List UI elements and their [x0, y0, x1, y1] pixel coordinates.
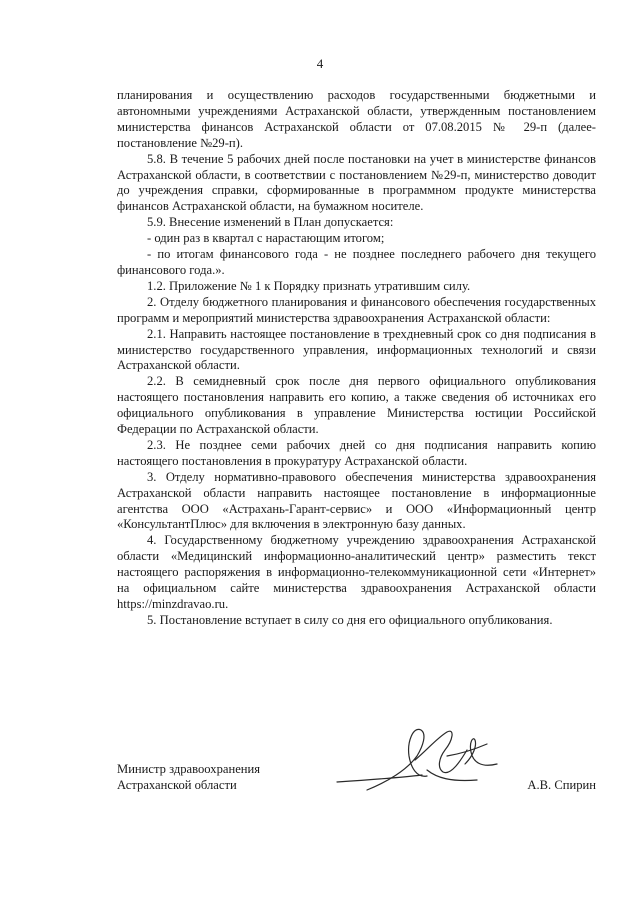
page-number: 4 [316, 56, 324, 71]
list-item-yearly: - по итогам финансового года - не позднее последнего рабочего дня текущего финансового года.». [117, 247, 596, 277]
handwritten-signature [327, 720, 527, 800]
signer-position-line-2: Астраханской области [117, 777, 237, 792]
paragraph-2-1: 2.1. Направить настоящее постановление в трехдневный срок со дня подписания в министерство государственного управления, информационных технологий и связи Астраханской области. [117, 326, 596, 373]
paragraph-1-2: 1.2. Приложение № 1 к Порядку признать утратившим силу. [147, 278, 471, 293]
paragraph-2: 2. Отделу бюджетного планирования и финансового обеспечения государственных программ и мероприятий министерства здравоохранения Астраханской области: [117, 294, 596, 325]
paragraph-2-3: 2.3. Не позднее семи рабочих дней со дня подписания направить копию настоящего постановления в прокуратуру Астраханской области. [117, 437, 596, 468]
signer-position [117, 762, 260, 794]
paragraph-5: 5. Постановление вступает в силу со дня его официального опубликования. [147, 612, 553, 627]
signature-block [117, 762, 596, 822]
paragraph-5-9: 5.9. Внесение изменений в План допускается: [147, 215, 394, 230]
paragraph-3: 3. Отделу нормативно-правового обеспечения министерства здравоохранения Астраханской области направить настоящее постановление в информационные агентства ООО «Астрахань-Гарант-сервис» и ООО «Информационный центр «КонсультантПлюс» для включения в электронную базу данных. [117, 469, 596, 532]
paragraph-5-8: 5.8. В течение 5 рабочих дней после постановки на учет в министерстве финансов Астраханской области, в соответствии с постановлением №29-п, министерство доводит до учреждения справки, сформированные в программном продукте министерства финансов Астраханской области, на бумажном носителе. [117, 151, 596, 214]
paragraph-4: 4. Государственному бюджетному учреждению здравоохранения Астраханской области «Медицинский информационно-аналитический центр» разместить текст настоящего распоряжения в информационно-телекоммуникационной сети «Интернет» на официальном сайте министерства здравоохранения Астраханской области https://minzdravao.ru. [117, 533, 596, 611]
document-body [117, 88, 596, 629]
signer-name: А.В. Спирин [527, 778, 596, 792]
signer-position-line-1: Министр здравоохранения [117, 762, 261, 776]
paragraph-2-2: 2.2. В семидневный срок после дня первого официального опубликования настоящего постановления направить его копию, а также сведения об источниках его официального опубликования в управление Министерства юстиции Российской Федерации по Астраханской области. [117, 374, 596, 437]
list-item-quarterly: - один раз в квартал с нарастающим итогом; [147, 231, 385, 246]
paragraph-continuation: планирования и осуществлению расходов государственными бюджетными и автономными учреждениями Астраханской области, утвержденным постановлением министерства финансов Астраханской области от 07.08.2015 № 29-п (далее- постановление №29-п). [117, 88, 596, 150]
